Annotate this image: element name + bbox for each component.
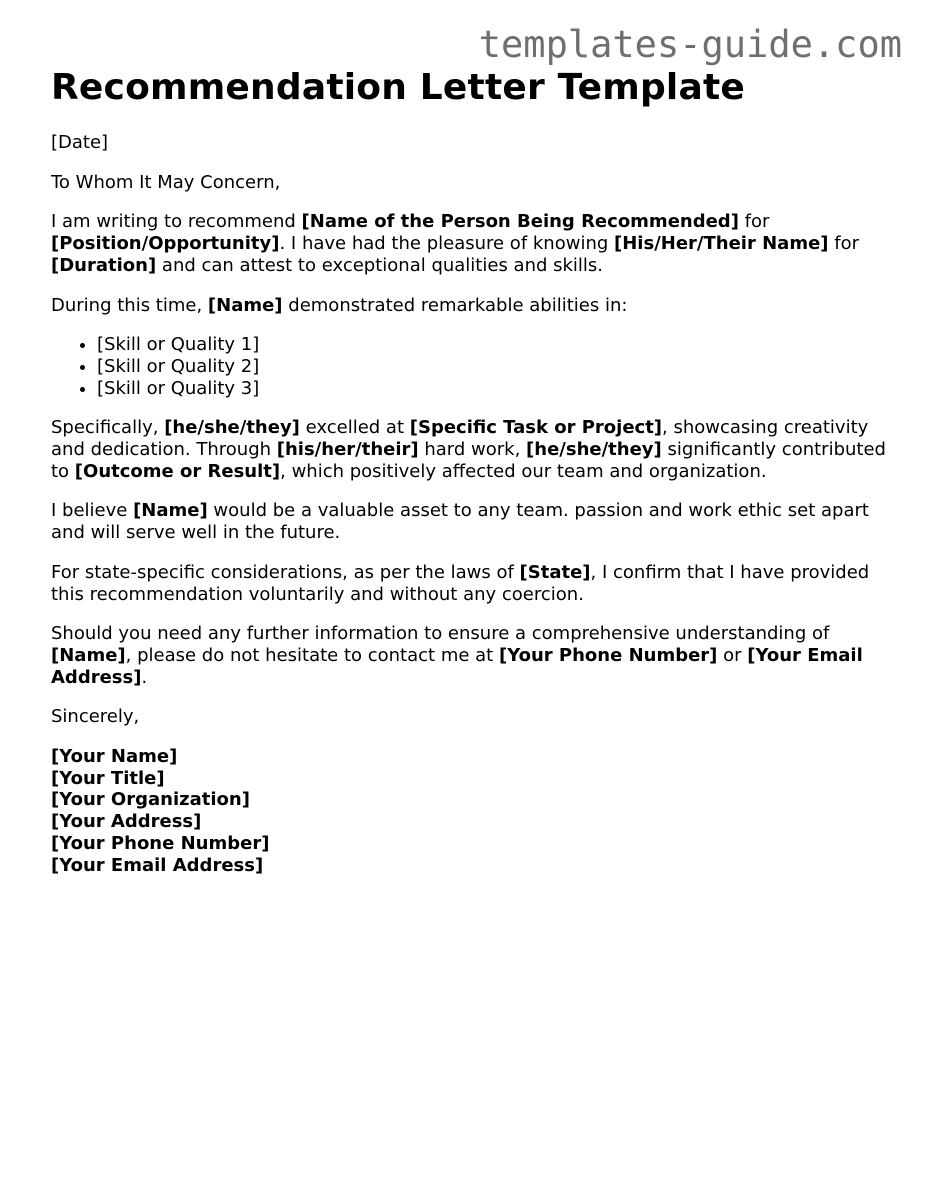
abilities-paragraph bbox=[51, 295, 891, 317]
text-span: , which positively affected our team and organization. bbox=[280, 460, 767, 482]
placeholder-pronoun: [he/she/they] bbox=[164, 417, 300, 439]
text-span: . bbox=[141, 666, 148, 688]
placeholder-task: [Specific Task or Project] bbox=[409, 417, 663, 439]
text-span: I am writing to recommend bbox=[51, 211, 302, 233]
page-title: Recommendation Letter Template bbox=[51, 67, 745, 108]
placeholder-state: [State] bbox=[519, 561, 591, 583]
placeholder-pronoun-name: [His/Her/Their Name] bbox=[614, 233, 829, 255]
placeholder-phone: [Your Phone Number] bbox=[498, 644, 718, 666]
text-span: would be a valuable asset to any team. passion and work ethic set apart and will serve well in the future. bbox=[51, 500, 869, 544]
belief-paragraph bbox=[51, 500, 891, 543]
placeholder-name: [Name] bbox=[51, 644, 126, 666]
text-span: for bbox=[828, 233, 859, 255]
watermark-text: templates-guide.com bbox=[478, 23, 902, 66]
text-span: Should you need any further information to ensure a comprehensive understanding of bbox=[51, 623, 830, 645]
list-item: • [Skill or Quality 2] bbox=[97, 356, 891, 378]
closing-line: Sincerely, bbox=[51, 706, 140, 728]
text-span: I believe bbox=[51, 500, 134, 522]
placeholder-name: [Name] bbox=[207, 294, 283, 316]
salutation: To Whom It May Concern, bbox=[51, 171, 281, 193]
placeholder-outcome: [Outcome or Result] bbox=[74, 460, 281, 482]
text-span: excelled at bbox=[299, 417, 410, 439]
intro-paragraph bbox=[51, 211, 891, 276]
text-span: , please do not hesitate to contact me at bbox=[125, 644, 499, 666]
text-span: demonstrated remarkable abilities in: bbox=[282, 294, 628, 316]
skills-list bbox=[51, 334, 891, 399]
text-span: and can attest to exceptional qualities and skills. bbox=[156, 254, 604, 276]
text-span: for bbox=[738, 211, 770, 233]
placeholder-possessive: [his/her/their] bbox=[276, 439, 419, 461]
signature-email: [Your Email Address] bbox=[51, 854, 264, 876]
text-span: , showcasing creativity and dedication. Through bbox=[51, 417, 869, 461]
signature-name: [Your Name] bbox=[51, 746, 178, 768]
text-span: During this time, bbox=[51, 294, 208, 316]
state-paragraph bbox=[51, 562, 891, 605]
placeholder-duration: [Duration] bbox=[51, 254, 157, 276]
date-line: [Date] bbox=[51, 132, 109, 153]
letter-document bbox=[51, 66, 891, 876]
text-span: Specifically, bbox=[51, 417, 165, 439]
text-span: or bbox=[717, 644, 748, 666]
signature-title: [Your Title] bbox=[51, 767, 165, 789]
signature-phone: [Your Phone Number] bbox=[51, 832, 270, 854]
placeholder-position: [Position/Opportunity] bbox=[51, 233, 280, 255]
text-span: . I have had the pleasure of knowing bbox=[279, 233, 615, 255]
placeholder-pronoun: [he/she/they] bbox=[526, 439, 662, 461]
text-span: , I confirm that I have provided this recommendation voluntarily and without any coercion. bbox=[51, 561, 870, 605]
signature-address: [Your Address] bbox=[51, 811, 202, 833]
list-item: • [Skill or Quality 1] bbox=[97, 334, 891, 356]
text-span: significantly contributed to bbox=[51, 439, 886, 482]
text-span: hard work, bbox=[418, 439, 527, 461]
list-item: • [Skill or Quality 3] bbox=[97, 378, 891, 400]
placeholder-email: [Your Email Address] bbox=[51, 644, 863, 688]
contact-paragraph bbox=[51, 623, 891, 688]
signature-block bbox=[51, 746, 891, 876]
signature-organization: [Your Organization] bbox=[51, 789, 250, 811]
placeholder-name: [Name] bbox=[133, 500, 208, 522]
specifics-paragraph bbox=[51, 417, 891, 482]
text-span: For state-specific considerations, as per the laws of bbox=[51, 561, 520, 583]
placeholder-person-name: [Name of the Person Being Recommended] bbox=[301, 211, 739, 233]
